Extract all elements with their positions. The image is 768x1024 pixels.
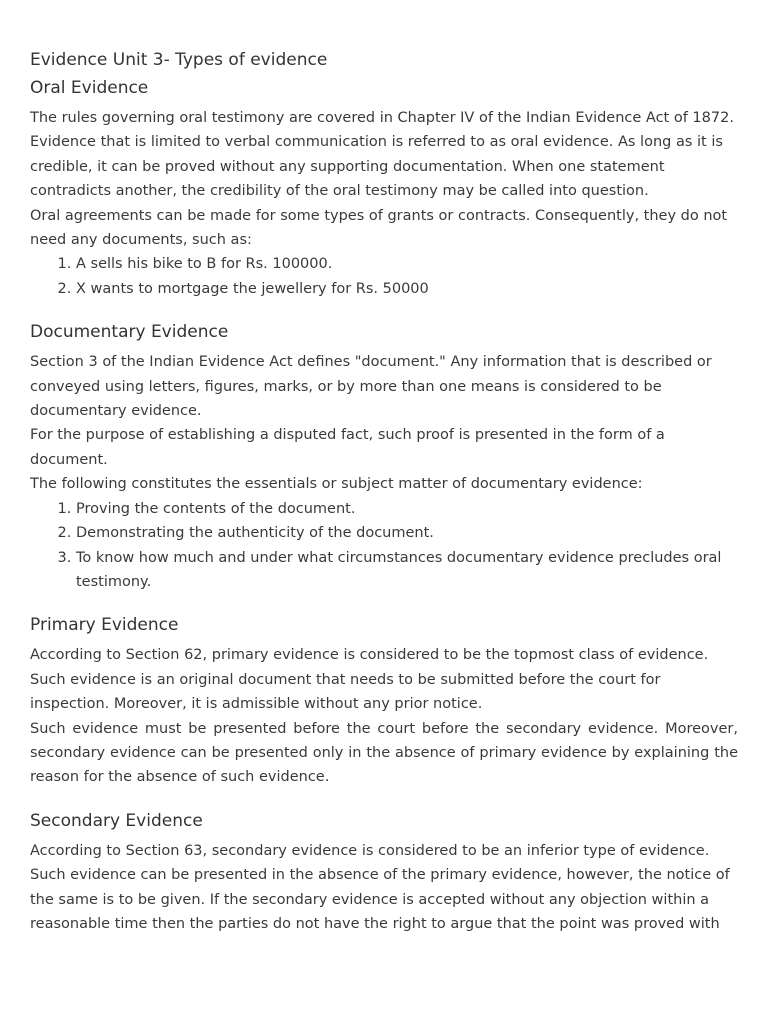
- list-item: 2. X wants to mortgage the jewellery for Rs. 50000: [76, 277, 738, 301]
- section-heading: Documentary Evidence: [30, 322, 229, 343]
- list-item: 2. Demonstrating the authenticity of the document.: [76, 521, 738, 545]
- section-primary-evidence: [30, 611, 738, 789]
- list-item: 1. Proving the contents of the document.: [76, 497, 738, 521]
- paragraph: Such evidence must be presented before the court before the secondary evidence. Moreover, secondary evidence can be presented only in the absence of primary evidence by explaining the reason for the absence of such evidence.: [30, 720, 738, 786]
- paragraph: Section 3 of the Indian Evidence Act defines "document." Any information that is described or conveyed using letters, figures, marks, or by more than one means is considered to be documentary evidence.: [30, 354, 712, 420]
- document-title: Evidence Unit 3- Types of evidence: [30, 50, 328, 70]
- paragraph: The following constitutes the essentials or subject matter of documentary evidence:: [30, 476, 643, 493]
- paragraph: According to Section 62, primary evidence is considered to be the topmost class of evidence. Such evidence is an original document that needs to be submitted before the court for inspection. Moreover, it is admissible without any prior notice.: [30, 647, 709, 713]
- section-oral-evidence: [30, 74, 738, 301]
- section-heading: Oral Evidence: [30, 78, 149, 98]
- paragraph: Oral agreements can be made for some types of grants or contracts. Consequently, they do not need any documents, such as:: [30, 207, 728, 249]
- section-documentary-evidence: [30, 318, 738, 594]
- section-heading: Secondary Evidence: [30, 810, 203, 831]
- list-item: 1. A sells his bike to B for Rs. 100000.: [76, 252, 738, 276]
- paragraph: According to Section 63, secondary evidence is considered to be an inferior type of evidence. Such evidence can be presented in the absence of the primary evidence, however, the notice of the same is to be given. If the secondary evidence is accepted without any objection within a reasonable time then the parties do not have the right to argue that the point was proved with: [30, 842, 730, 932]
- section-secondary-evidence: [30, 807, 738, 937]
- list-item: 3. To know how much and under what circumstances documentary evidence precludes oral testimony.: [76, 546, 738, 595]
- numbered-list: [30, 497, 738, 595]
- paragraph: For the purpose of establishing a disputed fact, such proof is presented in the form of a document.: [30, 427, 665, 468]
- paragraph: The rules governing oral testimony are covered in Chapter IV of the Indian Evidence Act of 1872. Evidence that is limited to verbal communication is referred to as oral evidence. As long as it is credible, it can be proved without any supporting documentation. When one statement contradicts another, the credibility of the oral testimony may be called into question.: [30, 110, 734, 200]
- numbered-list: [30, 252, 738, 301]
- section-heading: Primary Evidence: [30, 615, 179, 636]
